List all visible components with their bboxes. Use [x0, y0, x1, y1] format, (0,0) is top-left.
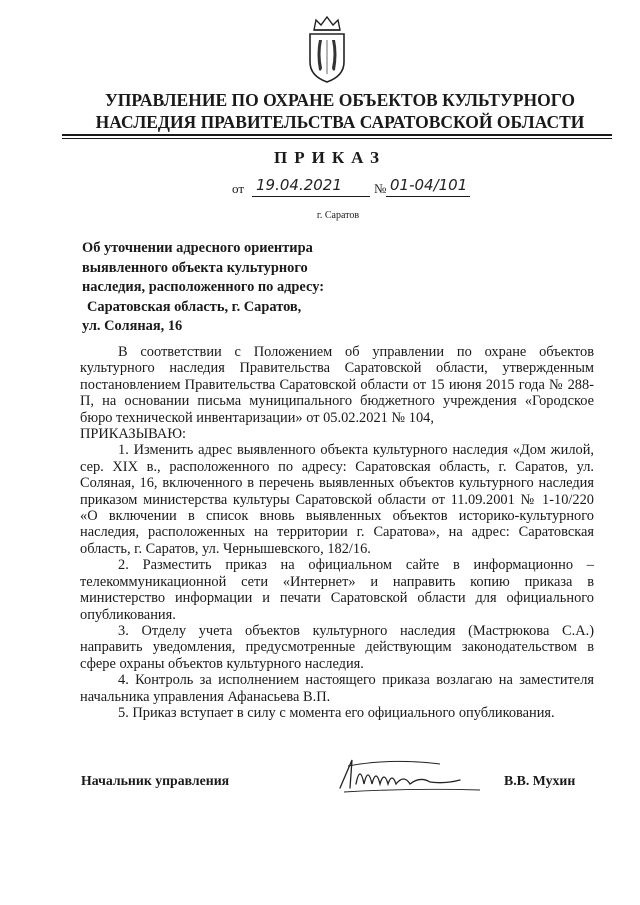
signer-name: В.В. Мухин: [504, 773, 576, 788]
subject-line: выявленного объекта культурного: [82, 259, 308, 276]
saratov-coat-of-arms-icon: [302, 16, 352, 84]
document-type-title: ПРИКАЗ: [274, 148, 386, 167]
order-date-number-row: [232, 178, 472, 200]
order-item-2: 2. Разместить приказ на официальном сайте в информационно – телекоммуникационной сети «Интернет» и направить копию приказа в министерство информации и печати Саратовской области для официального опубликования.: [80, 557, 594, 623]
organization-name-line2: НАСЛЕДИЯ ПРАВИТЕЛЬСТВА САРАТОВСКОЙ ОБЛАСТИ: [95, 112, 585, 132]
organization-name-line1: УПРАВЛЕНИЕ ПО ОХРАНЕ ОБЪЕКТОВ КУЛЬТУРНОГО: [104, 90, 576, 110]
order-item-4: 4. Контроль за исполнением настоящего приказа возлагаю на заместителя начальника управления Афанасьева В.П.: [80, 672, 594, 705]
subject-line: Саратовская область, г. Саратов,: [87, 298, 302, 315]
order-item-1: 1. Изменить адрес выявленного объекта культурного наследия «Дом жилой, сер. XIX в., расположенного по адресу: Саратовская область, г. Саратов, ул. Соляная, 16, включенного в перечень выявленных объектов культурного наследия приказом министерства культуры Саратовской области от 11.09.2001 № 1-10/220 «О включении в список вновь выявленных объектов историко-культурного наследия, расположенных на территории г. Саратова», на адрес: Саратовская область, г. Саратов, ул. Чернышевского, 182/16.: [80, 442, 594, 557]
order-date-value: 19.04.2021: [256, 176, 342, 194]
date-underline: [252, 196, 370, 197]
subject-line: наследия, расположенного по адресу:: [82, 279, 324, 295]
subject-line: Об уточнении адресного ориентира: [82, 240, 313, 256]
handwritten-signature: [330, 754, 490, 796]
order-item-5: 5. Приказ вступает в силу с момента его официального опубликования.: [118, 704, 555, 721]
preamble-paragraph: В соответствии с Положением об управлении по охране объектов культурного наследия Правительства Саратовской области, утвержденным постановлением Правительства Саратовской области от 15 июня 2015 года № 288-П, на основании письма муниципального бюджетного учреждения «Городское бюро технической инвентаризации» от 05.02.2021 № 104,: [80, 344, 594, 426]
order-subject: [82, 239, 372, 337]
issue-city: г. Саратов: [316, 210, 360, 221]
order-word: ПРИКАЗЫВАЮ:: [80, 426, 187, 443]
organization-name: [60, 89, 620, 133]
number-label: №: [374, 181, 387, 196]
order-body: [80, 344, 594, 721]
header-rule-thin: [62, 138, 612, 139]
header-rule-thick: [62, 134, 612, 136]
subject-line: ул. Соляная, 16: [82, 318, 183, 334]
number-underline: [386, 196, 470, 197]
order-number-value: 01-04/101: [390, 176, 468, 194]
signer-title: Начальник управления: [81, 773, 230, 788]
date-label: от: [232, 181, 245, 196]
order-item-3: 3. Отделу учета объектов культурного наследия (Мастрюкова С.А.) направить уведомления, предусмотренные действующим законодательством в сфере охраны объектов культурного наследия.: [80, 622, 594, 672]
